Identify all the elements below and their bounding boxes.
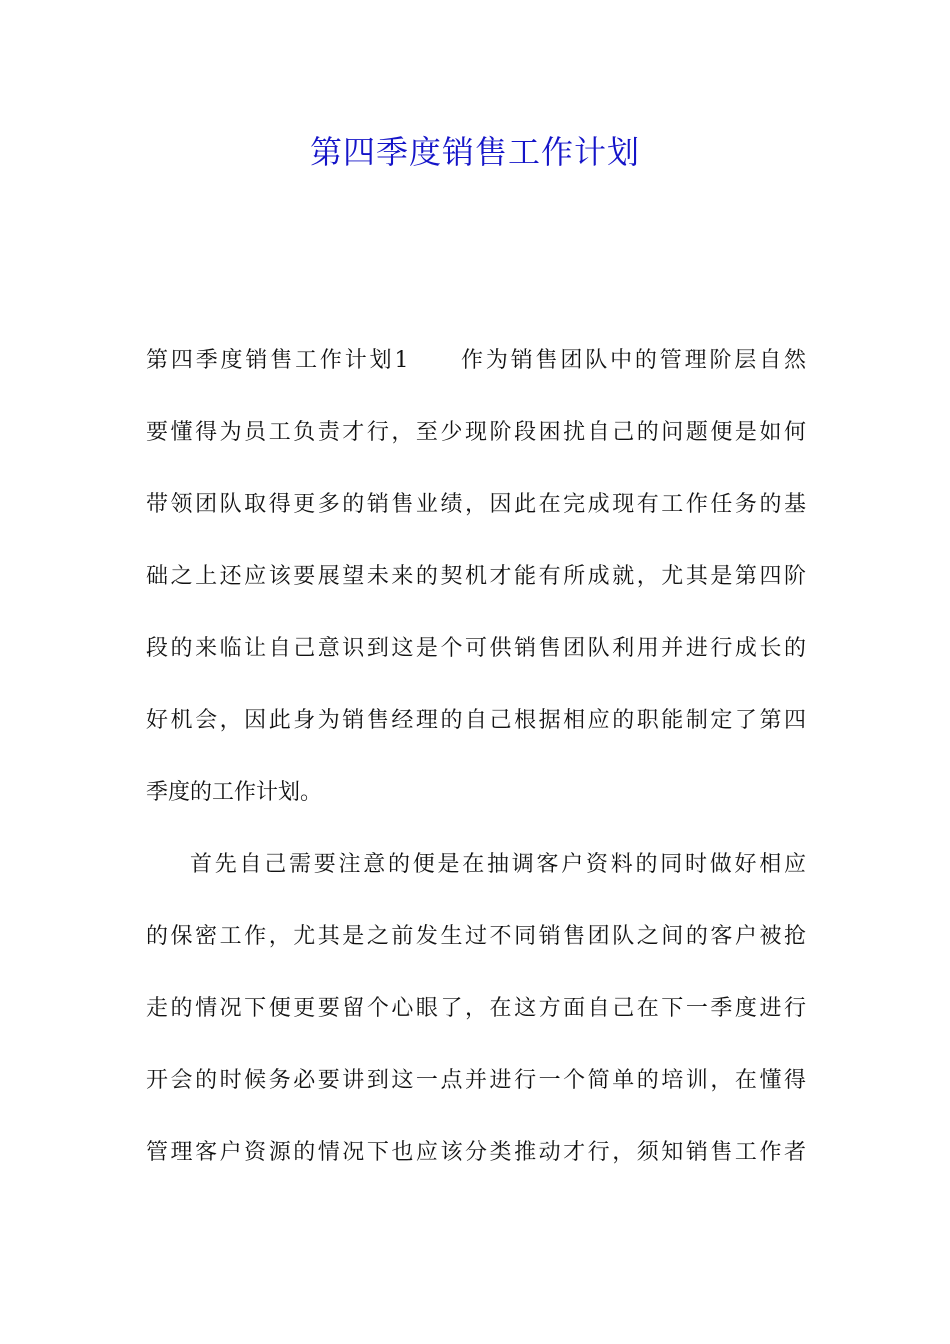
text-line: 础之上还应该要展望未来的契机才能有所成就，尤其是第四阶 [146,564,806,589]
text-line: 段的来临让自己意识到这是个可供销售团队利用并进行成长的 [146,636,806,661]
text-line: 第四季度销售工作计划1 作为销售团队中的管理阶层自然 [146,348,806,373]
text-line: 的保密工作，尤其是之前发生过不同销售团队之间的客户被抢 [146,924,806,949]
document-body [146,338,806,1202]
text-line: 首先自己需要注意的便是在抽调客户资料的同时做好相应 [190,852,806,877]
text-line: 季度的工作计划。 [146,780,323,805]
text-line: 开会的时候务必要讲到这一点并进行一个简单的培训，在懂得 [146,1068,806,1093]
text-line: 管理客户资源的情况下也应该分类推动才行，须知销售工作者 [146,1140,806,1165]
text-line: 走的情况下便更要留个心眼了，在这方面自己在下一季度进行 [146,996,806,1021]
text-line: 好机会，因此身为销售经理的自己根据相应的职能制定了第四 [146,708,806,733]
document-title: 第四季度销售工作计划 [309,133,640,171]
paragraph-2 [146,842,806,1176]
paragraph-1 [146,338,806,816]
text-line: 带领团队取得更多的销售业绩，因此在完成现有工作任务的基 [146,492,806,517]
text-line: 要懂得为员工负责才行，至少现阶段困扰自己的问题便是如何 [146,420,806,445]
